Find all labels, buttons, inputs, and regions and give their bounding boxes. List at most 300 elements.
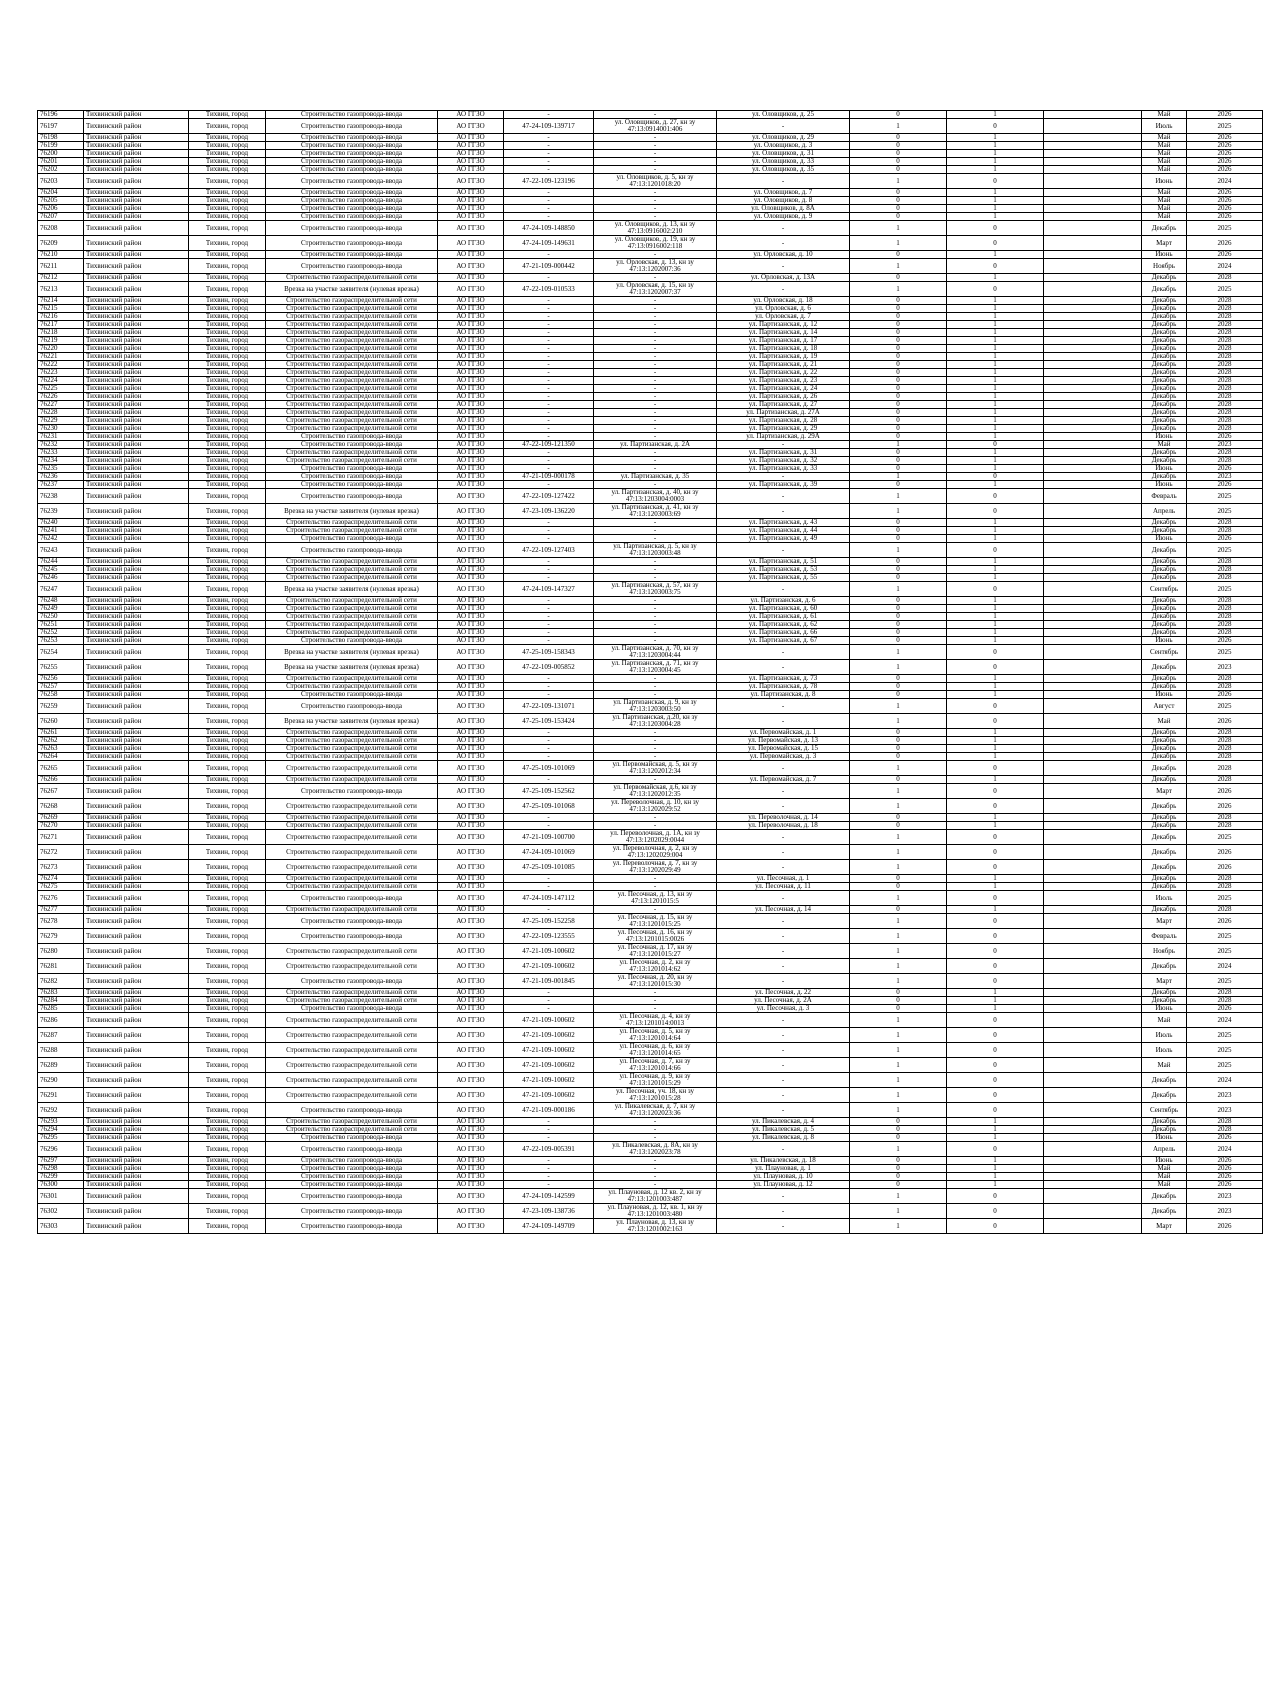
table-cell: - bbox=[504, 574, 594, 582]
table-cell: ул. Плауновая, д. 10 bbox=[717, 1173, 850, 1181]
table-cell: 1 bbox=[947, 906, 1044, 914]
table-cell: 1 bbox=[850, 860, 947, 875]
table-cell: 2028 bbox=[1187, 519, 1263, 527]
table-cell: 2026 bbox=[1187, 1181, 1263, 1189]
table-cell: 1 bbox=[947, 1134, 1044, 1142]
table-cell: Строительство газопровода-ввода bbox=[266, 481, 438, 489]
table-cell: Строительство газораспределительной сети bbox=[266, 1118, 438, 1126]
table-cell: 2025 bbox=[1187, 504, 1263, 519]
table-cell: 2023 bbox=[1187, 660, 1263, 675]
table-cell: 76215 bbox=[38, 305, 84, 313]
table-cell: Тихвин, город bbox=[189, 997, 266, 1005]
table-cell: АО ГГЗО bbox=[438, 543, 504, 558]
table-cell: 76209 bbox=[38, 236, 84, 251]
table-cell: 76276 bbox=[38, 891, 84, 906]
table-cell: АО ГГЗО bbox=[438, 1181, 504, 1189]
table-cell: - bbox=[594, 1126, 717, 1134]
table-cell: Декабрь bbox=[1142, 906, 1187, 914]
table-cell: АО ГГЗО bbox=[438, 236, 504, 251]
table-cell: Тихвинский район bbox=[84, 385, 189, 393]
table-cell: 2026 bbox=[1187, 860, 1263, 875]
table-cell: ул. Партизанская, д. 27А bbox=[717, 409, 850, 417]
table-cell: АО ГГЗО bbox=[438, 822, 504, 830]
table-cell: 76238 bbox=[38, 489, 84, 504]
table-cell: - bbox=[594, 205, 717, 213]
table-cell: 76196 bbox=[38, 111, 84, 119]
table-cell: 76224 bbox=[38, 377, 84, 385]
table-cell: Строительство газораспределительной сети bbox=[266, 297, 438, 305]
table-cell: - bbox=[717, 974, 850, 989]
table-cell: 1 bbox=[947, 166, 1044, 174]
table-cell: 76297 bbox=[38, 1157, 84, 1165]
table-cell: 76289 bbox=[38, 1058, 84, 1073]
table-cell: Строительство газопровода-ввода bbox=[266, 691, 438, 699]
table-cell: Тихвинский район bbox=[84, 891, 189, 906]
table-cell: Строительство газопровода-ввода bbox=[266, 784, 438, 799]
table-cell: Март bbox=[1142, 784, 1187, 799]
table-cell: Декабрь bbox=[1142, 385, 1187, 393]
table-cell: 1 bbox=[947, 385, 1044, 393]
table-cell: - bbox=[594, 605, 717, 613]
table-cell: 1 bbox=[947, 377, 1044, 385]
table-cell bbox=[1044, 1173, 1142, 1181]
table-cell: - bbox=[504, 613, 594, 621]
table-cell: Декабрь bbox=[1142, 543, 1187, 558]
table-cell: - bbox=[504, 417, 594, 425]
table-cell: 2026 bbox=[1187, 205, 1263, 213]
table-cell: - bbox=[594, 337, 717, 345]
table-cell: Декабрь bbox=[1142, 660, 1187, 675]
table-cell: 1 bbox=[850, 119, 947, 134]
table-cell: Декабрь bbox=[1142, 997, 1187, 1005]
table-cell: 2028 bbox=[1187, 527, 1263, 535]
table-cell: 1 bbox=[850, 959, 947, 974]
table-cell: АО ГГЗО bbox=[438, 929, 504, 944]
table-cell: 76247 bbox=[38, 582, 84, 597]
table-cell: 76244 bbox=[38, 558, 84, 566]
table-cell: Тихвинский район bbox=[84, 337, 189, 345]
table-cell bbox=[1044, 527, 1142, 535]
table-cell: 76262 bbox=[38, 737, 84, 745]
table-cell: АО ГГЗО bbox=[438, 914, 504, 929]
table-cell: ул. Оловщиков, д. 25 bbox=[717, 111, 850, 119]
table-cell: АО ГГЗО bbox=[438, 989, 504, 997]
table-cell: Тихвинский район bbox=[84, 457, 189, 465]
table-cell bbox=[1044, 543, 1142, 558]
table-cell bbox=[1044, 119, 1142, 134]
table-cell: 2025 bbox=[1187, 891, 1263, 906]
table-cell: Тихвинский район bbox=[84, 1126, 189, 1134]
table-cell: АО ГГЗО bbox=[438, 906, 504, 914]
table-cell: 2028 bbox=[1187, 361, 1263, 369]
table-cell: АО ГГЗО bbox=[438, 891, 504, 906]
table-cell: 76248 bbox=[38, 597, 84, 605]
table-cell bbox=[1044, 473, 1142, 481]
table-cell: Строительство газораспределительной сети bbox=[266, 683, 438, 691]
table-cell: Июнь bbox=[1142, 637, 1187, 645]
table-cell: - bbox=[504, 393, 594, 401]
table-cell: ул. Оловщиков, д. 27, кн зу 47:13:0914001:406 bbox=[594, 119, 717, 134]
table-cell: - bbox=[717, 830, 850, 845]
table-cell: 0 bbox=[850, 883, 947, 891]
table-cell: Тихвинский район bbox=[84, 621, 189, 629]
table-cell: 47-25-109-101085 bbox=[504, 860, 594, 875]
table-cell: 76278 bbox=[38, 914, 84, 929]
table-cell: Май bbox=[1142, 150, 1187, 158]
table-cell: Ноябрь bbox=[1142, 259, 1187, 274]
table-cell: Март bbox=[1142, 236, 1187, 251]
table-cell: Тихвинский район bbox=[84, 369, 189, 377]
table-cell: Тихвинский район bbox=[84, 699, 189, 714]
table-cell bbox=[1044, 158, 1142, 166]
table-cell: Тихвин, город bbox=[189, 891, 266, 906]
table-cell: 1 bbox=[947, 683, 1044, 691]
table-cell bbox=[1044, 535, 1142, 543]
table-cell: 2028 bbox=[1187, 385, 1263, 393]
table-cell: 76229 bbox=[38, 417, 84, 425]
table-cell: Тихвин, город bbox=[189, 637, 266, 645]
table-cell: - bbox=[717, 1219, 850, 1234]
table-cell: 1 bbox=[947, 558, 1044, 566]
table-cell: 1 bbox=[947, 401, 1044, 409]
table-cell: 1 bbox=[947, 527, 1044, 535]
table-cell: - bbox=[594, 989, 717, 997]
table-cell: АО ГГЗО bbox=[438, 574, 504, 582]
table-cell: АО ГГЗО bbox=[438, 134, 504, 142]
table-cell: 76223 bbox=[38, 369, 84, 377]
table-cell: Июнь bbox=[1142, 174, 1187, 189]
table-cell: - bbox=[504, 566, 594, 574]
table-cell: - bbox=[504, 189, 594, 197]
table-cell bbox=[1044, 305, 1142, 313]
table-cell: 1 bbox=[947, 353, 1044, 361]
table-cell: 2028 bbox=[1187, 393, 1263, 401]
table-cell: 47-24-109-147112 bbox=[504, 891, 594, 906]
table-cell: 2024 bbox=[1187, 1013, 1263, 1028]
table-cell: 47-21-109-100602 bbox=[504, 959, 594, 974]
table-cell: Май bbox=[1142, 1013, 1187, 1028]
table-cell: 2028 bbox=[1187, 597, 1263, 605]
table-cell: 1 bbox=[850, 259, 947, 274]
table-cell: Апрель bbox=[1142, 504, 1187, 519]
table-cell: Декабрь bbox=[1142, 621, 1187, 629]
table-cell: 76277 bbox=[38, 906, 84, 914]
table-cell: 0 bbox=[850, 353, 947, 361]
table-cell bbox=[1044, 345, 1142, 353]
table-cell: АО ГГЗО bbox=[438, 519, 504, 527]
table-cell: - bbox=[504, 465, 594, 473]
table-cell bbox=[1044, 914, 1142, 929]
table-cell: Тихвинский район bbox=[84, 683, 189, 691]
table-cell: Декабрь bbox=[1142, 845, 1187, 860]
table-cell: 2025 bbox=[1187, 944, 1263, 959]
table-cell: Строительство газораспределительной сети bbox=[266, 830, 438, 845]
table-cell: 76218 bbox=[38, 329, 84, 337]
table-cell: 1 bbox=[850, 1028, 947, 1043]
table-cell: 1 bbox=[850, 473, 947, 481]
table-cell: 76285 bbox=[38, 1005, 84, 1013]
table-cell: ул. Переволочная, д. 7, кн зу 47:13:1202029:49 bbox=[594, 860, 717, 875]
table-cell: 0 bbox=[850, 729, 947, 737]
table-cell: Тихвин, город bbox=[189, 353, 266, 361]
table-cell: Тихвинский район bbox=[84, 433, 189, 441]
table-cell: Тихвин, город bbox=[189, 660, 266, 675]
table-cell: 47-24-109-101069 bbox=[504, 845, 594, 860]
table-cell: - bbox=[594, 313, 717, 321]
table-cell: 76212 bbox=[38, 274, 84, 282]
table-cell: 2028 bbox=[1187, 425, 1263, 433]
table-cell: - bbox=[504, 1181, 594, 1189]
table-cell: Тихвинский район bbox=[84, 321, 189, 329]
table-cell: ул. Партизанская, д. 35 bbox=[594, 473, 717, 481]
table-cell: 47-24-109-139717 bbox=[504, 119, 594, 134]
table-cell bbox=[1044, 1189, 1142, 1204]
table-cell: Тихвинский район bbox=[84, 393, 189, 401]
table-cell: 2028 bbox=[1187, 776, 1263, 784]
table-cell: АО ГГЗО bbox=[438, 714, 504, 729]
table-cell: 0 bbox=[850, 776, 947, 784]
table-cell: - bbox=[504, 1157, 594, 1165]
table-cell: Строительство газораспределительной сети bbox=[266, 425, 438, 433]
table-cell: 1 bbox=[850, 1013, 947, 1028]
table-cell: 2026 bbox=[1187, 637, 1263, 645]
table-cell: Тихвинский район bbox=[84, 776, 189, 784]
table-cell: Декабрь bbox=[1142, 353, 1187, 361]
table-cell: 0 bbox=[850, 519, 947, 527]
table-row bbox=[38, 944, 1263, 959]
table-cell: Врезка на участке заявителя (нулевая врезка) bbox=[266, 714, 438, 729]
table-cell: Строительство газораспределительной сети bbox=[266, 558, 438, 566]
table-cell: АО ГГЗО bbox=[438, 613, 504, 621]
table-cell: Строительство газораспределительной сети bbox=[266, 597, 438, 605]
table-cell bbox=[1044, 433, 1142, 441]
table-cell: Тихвин, город bbox=[189, 714, 266, 729]
table-cell: - bbox=[717, 914, 850, 929]
table-cell: 76253 bbox=[38, 637, 84, 645]
table-cell: 0 bbox=[850, 1134, 947, 1142]
table-cell: - bbox=[594, 305, 717, 313]
table-cell bbox=[1044, 174, 1142, 189]
table-row bbox=[38, 221, 1263, 236]
table-cell: 76232 bbox=[38, 441, 84, 449]
table-cell: Тихвин, город bbox=[189, 691, 266, 699]
table-cell: 76273 bbox=[38, 860, 84, 875]
table-cell: Тихвин, город bbox=[189, 605, 266, 613]
table-cell: ул. Партизанская, д. 55 bbox=[717, 574, 850, 582]
table-cell: Тихвин, город bbox=[189, 519, 266, 527]
table-cell: Май bbox=[1142, 166, 1187, 174]
table-cell: Декабрь bbox=[1142, 377, 1187, 385]
table-cell: ул. Песочная, д. 17, кн зу 47:13:1201015:27 bbox=[594, 944, 717, 959]
table-cell bbox=[1044, 1028, 1142, 1043]
table-cell: 0 bbox=[850, 433, 947, 441]
table-cell: Тихвинский район bbox=[84, 1005, 189, 1013]
table-cell: Декабрь bbox=[1142, 799, 1187, 814]
table-cell: Тихвин, город bbox=[189, 457, 266, 465]
table-cell: 47-21-109-100602 bbox=[504, 1043, 594, 1058]
table-cell: Тихвин, город bbox=[189, 377, 266, 385]
table-cell: ул. Партизанская, д. 17 bbox=[717, 337, 850, 345]
table-cell: Декабрь bbox=[1142, 1118, 1187, 1126]
table-cell: Тихвинский район bbox=[84, 745, 189, 753]
table-cell: Май bbox=[1142, 111, 1187, 119]
table-cell: - bbox=[504, 519, 594, 527]
table-cell: - bbox=[504, 166, 594, 174]
table-cell: АО ГГЗО bbox=[438, 441, 504, 449]
table-cell: 1 bbox=[947, 337, 1044, 345]
table-cell: Июнь bbox=[1142, 481, 1187, 489]
table-cell bbox=[1044, 605, 1142, 613]
table-cell: ул. Оловщиков, д. 8 bbox=[717, 197, 850, 205]
table-cell: 2028 bbox=[1187, 629, 1263, 637]
table-cell: 0 bbox=[947, 282, 1044, 297]
table-cell: Тихвинский район bbox=[84, 1058, 189, 1073]
table-cell: Тихвинский район bbox=[84, 1013, 189, 1028]
table-cell: Строительство газораспределительной сети bbox=[266, 753, 438, 761]
table-cell: - bbox=[594, 776, 717, 784]
table-cell: Строительство газораспределительной сети bbox=[266, 745, 438, 753]
table-cell: Тихвин, город bbox=[189, 197, 266, 205]
table-cell: ул. Плауновая, д. 12 кв. 2, кн зу 47:13:1201003:487 bbox=[594, 1189, 717, 1204]
table-cell: Тихвинский район bbox=[84, 274, 189, 282]
table-cell: 2028 bbox=[1187, 401, 1263, 409]
table-cell: ул. Песочная, д. 5, кн зу 47:13:1201014:64 bbox=[594, 1028, 717, 1043]
table-cell: ул. Первомайская, д. 7 bbox=[717, 776, 850, 784]
table-cell: АО ГГЗО bbox=[438, 845, 504, 860]
table-cell: Тихвинский район bbox=[84, 691, 189, 699]
table-cell bbox=[1044, 959, 1142, 974]
table-cell: 0 bbox=[850, 737, 947, 745]
table-cell: ул. Песочная, д. 13, кн зу 47:13:1201015:5 bbox=[594, 891, 717, 906]
table-cell: - bbox=[594, 1157, 717, 1165]
table-cell: 2028 bbox=[1187, 574, 1263, 582]
table-cell: Сентябрь bbox=[1142, 645, 1187, 660]
table-cell: АО ГГЗО bbox=[438, 166, 504, 174]
table-cell: 0 bbox=[850, 369, 947, 377]
table-cell: Тихвинский район bbox=[84, 535, 189, 543]
table-cell: 2025 bbox=[1187, 1058, 1263, 1073]
table-row bbox=[38, 784, 1263, 799]
table-cell: 1 bbox=[947, 737, 1044, 745]
table-row bbox=[38, 929, 1263, 944]
table-cell: - bbox=[504, 1005, 594, 1013]
table-cell bbox=[1044, 489, 1142, 504]
table-cell: Тихвинский район bbox=[84, 558, 189, 566]
table-cell: 1 bbox=[947, 393, 1044, 401]
table-cell: 76240 bbox=[38, 519, 84, 527]
table-cell: - bbox=[717, 799, 850, 814]
table-cell: 47-21-109-000442 bbox=[504, 259, 594, 274]
table-cell: Тихвинский район bbox=[84, 1134, 189, 1142]
table-cell: 0 bbox=[947, 959, 1044, 974]
table-cell: Ноябрь bbox=[1142, 944, 1187, 959]
table-cell: Врезка на участке заявителя (нулевая врезка) bbox=[266, 282, 438, 297]
table-cell: Тихвин, город bbox=[189, 433, 266, 441]
table-cell: 1 bbox=[947, 369, 1044, 377]
table-cell: Тихвинский район bbox=[84, 799, 189, 814]
table-cell: Строительство газопровода-ввода bbox=[266, 166, 438, 174]
table-cell: 0 bbox=[947, 860, 1044, 875]
table-cell: Тихвин, город bbox=[189, 1219, 266, 1234]
table-cell: 2026 bbox=[1187, 189, 1263, 197]
table-cell: 2028 bbox=[1187, 297, 1263, 305]
table-cell: - bbox=[504, 449, 594, 457]
table-cell bbox=[1044, 321, 1142, 329]
table-cell: - bbox=[504, 597, 594, 605]
table-cell: Строительство газораспределительной сети bbox=[266, 566, 438, 574]
table-cell bbox=[1044, 481, 1142, 489]
table-cell: 76241 bbox=[38, 527, 84, 535]
table-cell: - bbox=[594, 1005, 717, 1013]
table-cell bbox=[1044, 745, 1142, 753]
table-cell: - bbox=[717, 1142, 850, 1157]
table-cell: ул. Партизанская, д. 49 bbox=[717, 535, 850, 543]
table-cell: - bbox=[594, 745, 717, 753]
table-cell: ул. Песочная, д. 15, кн зу 47:13:1201015:25 bbox=[594, 914, 717, 929]
table-cell: 0 bbox=[850, 297, 947, 305]
table-cell: 76279 bbox=[38, 929, 84, 944]
table-cell bbox=[1044, 425, 1142, 433]
table-cell: Строительство газопровода-ввода bbox=[266, 1189, 438, 1204]
table-cell bbox=[1044, 683, 1142, 691]
table-cell: Тихвинский район bbox=[84, 221, 189, 236]
table-cell: АО ГГЗО bbox=[438, 425, 504, 433]
table-cell: Тихвин, город bbox=[189, 393, 266, 401]
table-cell: Тихвин, город bbox=[189, 189, 266, 197]
table-cell: Тихвин, город bbox=[189, 449, 266, 457]
table-cell: Тихвин, город bbox=[189, 675, 266, 683]
table-cell: АО ГГЗО bbox=[438, 1005, 504, 1013]
table-cell: 0 bbox=[947, 489, 1044, 504]
table-cell: - bbox=[594, 361, 717, 369]
table-cell: - bbox=[504, 457, 594, 465]
table-cell: Строительство газораспределительной сети bbox=[266, 353, 438, 361]
table-cell: - bbox=[504, 361, 594, 369]
table-cell: - bbox=[594, 1181, 717, 1189]
table-cell: 47-22-109-131071 bbox=[504, 699, 594, 714]
table-cell: Декабрь bbox=[1142, 425, 1187, 433]
table-cell: 47-25-109-152258 bbox=[504, 914, 594, 929]
table-cell: 76245 bbox=[38, 566, 84, 574]
table-cell: Тихвинский район bbox=[84, 543, 189, 558]
table-cell: АО ГГЗО bbox=[438, 119, 504, 134]
table-cell bbox=[1044, 457, 1142, 465]
table-cell: 2028 bbox=[1187, 814, 1263, 822]
table-row bbox=[38, 489, 1263, 504]
table-cell: Строительство газораспределительной сети bbox=[266, 361, 438, 369]
table-cell: - bbox=[504, 345, 594, 353]
table-cell: 2024 bbox=[1187, 174, 1263, 189]
table-cell: 0 bbox=[850, 822, 947, 830]
table-cell: АО ГГЗО bbox=[438, 221, 504, 236]
table-cell: 2028 bbox=[1187, 997, 1263, 1005]
table-cell: - bbox=[504, 321, 594, 329]
table-cell: - bbox=[594, 729, 717, 737]
table-cell bbox=[1044, 784, 1142, 799]
table-cell: 76299 bbox=[38, 1173, 84, 1181]
table-cell: Тихвинский район bbox=[84, 189, 189, 197]
table-cell: - bbox=[504, 274, 594, 282]
table-cell: Июнь bbox=[1142, 433, 1187, 441]
table-cell: ул. Партизанская, д. 8 bbox=[717, 691, 850, 699]
table-cell: Тихвинский район bbox=[84, 944, 189, 959]
table-cell: Строительство газопровода-ввода bbox=[266, 251, 438, 259]
table-cell: 1 bbox=[947, 613, 1044, 621]
table-cell: Строительство газораспределительной сети bbox=[266, 337, 438, 345]
table-cell bbox=[1044, 566, 1142, 574]
table-cell: АО ГГЗО bbox=[438, 1204, 504, 1219]
table-cell: Тихвин, город bbox=[189, 1181, 266, 1189]
